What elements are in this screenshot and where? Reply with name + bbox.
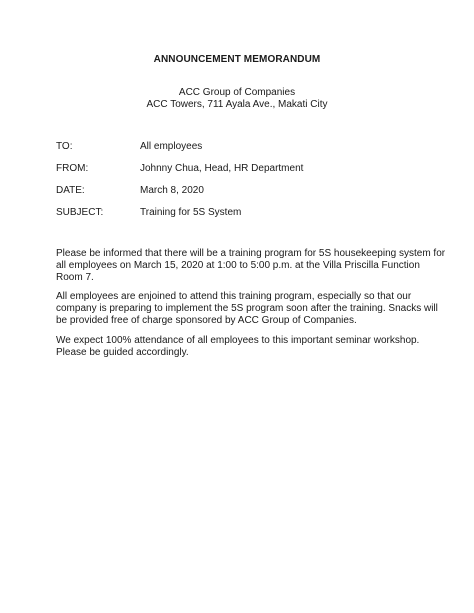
memo-title: ANNOUNCEMENT MEMORANDUM <box>153 54 321 65</box>
body-line: We expect 100% attendance of all employees to this important seminar workshop. <box>56 335 420 346</box>
body-paragraph-1 <box>56 248 446 284</box>
body-line: Room 7. <box>56 272 94 283</box>
company-name: ACC Group of Companies <box>178 87 296 98</box>
body-line: Please be guided accordingly. <box>56 347 189 358</box>
date-label: DATE: <box>56 185 85 196</box>
body-line: be provided free of charge sponsored by ACC Group of Companies. <box>56 315 357 326</box>
body-paragraph-3 <box>56 335 426 359</box>
to-value: All employees <box>140 141 203 152</box>
body-line: Please be informed that there will be a training program for 5S housekeeping system for <box>56 248 446 259</box>
body-line: all employees on March 15, 2020 at 1:00 to 5:00 p.m. at the Villa Priscilla Function <box>56 260 420 271</box>
from-value: Johnny Chua, Head, HR Department <box>140 163 304 174</box>
to-label: TO: <box>56 141 73 152</box>
date-value: March 8, 2020 <box>140 185 204 196</box>
body-line: All employees are enjoined to attend this training program, especially so that our <box>56 291 412 302</box>
subject-label: SUBJECT: <box>56 207 104 218</box>
company-address: ACC Towers, 711 Ayala Ave., Makati City <box>146 99 328 110</box>
body-paragraph-2 <box>56 291 438 327</box>
from-label: FROM: <box>56 163 89 174</box>
body-line: company is preparing to implement the 5S program soon after the training. Snacks will <box>56 303 438 314</box>
subject-value: Training for 5S System <box>140 207 242 218</box>
